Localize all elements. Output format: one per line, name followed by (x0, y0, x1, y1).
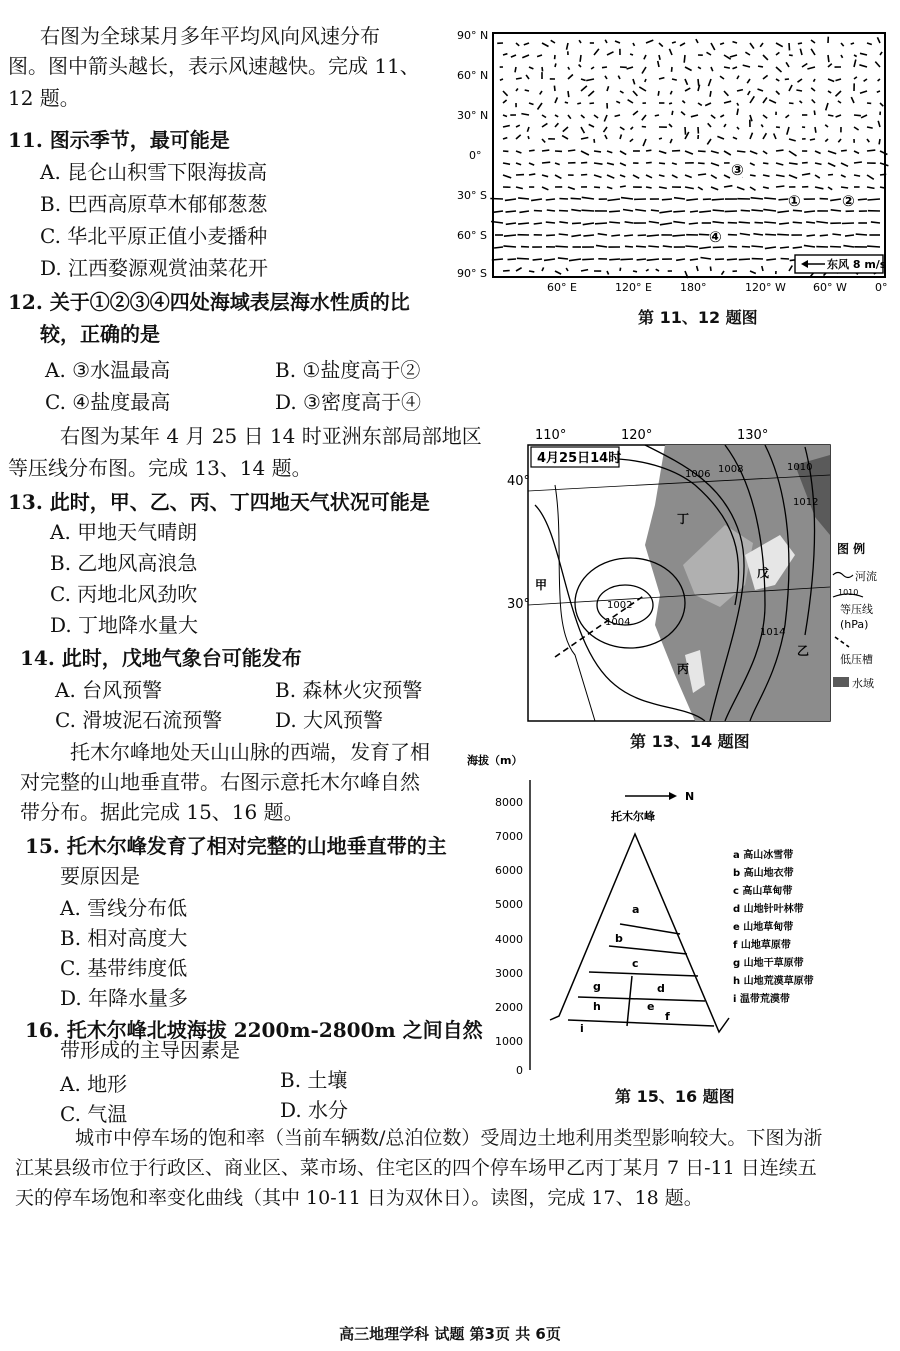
wind-arrow (492, 259, 503, 260)
place-yi: 乙 (797, 644, 810, 658)
svg-text:g: g (593, 980, 601, 993)
lon-label: 120° E (615, 281, 652, 294)
wind-arrow (528, 136, 529, 139)
wind-arrow (698, 79, 699, 86)
svg-text:d 山地针叶林带: d 山地针叶林带 (733, 904, 804, 915)
legend-trough: 低压槽 (840, 653, 873, 666)
wind-arrow (517, 258, 529, 259)
wind-arrow (594, 139, 595, 143)
wind-arrow (546, 199, 555, 200)
wind-arrow (642, 127, 646, 128)
wind-arrow (854, 162, 862, 163)
q12-option-a[interactable]: A. ③水温最高 (45, 358, 171, 382)
wind-arrow (594, 187, 600, 188)
mountain-profile-figure (465, 748, 895, 1078)
wind-arrow (810, 139, 815, 140)
legend-isobar-unit: (hPa) (840, 618, 869, 631)
svg-text:c 高山草甸带: c 高山草甸带 (733, 886, 793, 897)
wind-arrow (755, 222, 764, 223)
wind-map-figure (455, 25, 895, 295)
q13-option-c[interactable]: C. 丙地北风劲吹 (50, 582, 198, 606)
wind-arrow (741, 210, 750, 211)
fig1-caption: 第 11、12 题图 (638, 308, 758, 327)
wind-arrow (609, 259, 620, 260)
svg-text:5000: 5000 (495, 898, 523, 911)
wind-arrow (580, 55, 581, 62)
north-label: N (685, 790, 695, 803)
wind-arrow (583, 235, 594, 236)
wind-arrow (568, 91, 569, 97)
wind-arrow (525, 90, 529, 91)
wind-arrow (867, 150, 875, 151)
svg-text:f 山地草原带: f 山地草原带 (733, 940, 791, 951)
wind-arrow (854, 175, 860, 176)
intro-1-line-3: 12 题。 (8, 86, 80, 110)
wind-arrow (698, 174, 706, 175)
fig3-caption: 第 15、16 题图 (615, 1087, 735, 1106)
wind-arrow (815, 127, 816, 133)
lat-label: 0° (469, 149, 482, 162)
wind-arrow (854, 115, 861, 116)
q15-stem-1: 15. 托木尔峰发育了相对完整的山地垂直带的主 (25, 834, 447, 858)
svg-text:8000: 8000 (495, 796, 523, 809)
wind-arrow (500, 79, 503, 80)
wind-arrow (542, 162, 550, 163)
isobar-label: 1012 (793, 497, 819, 508)
lat-label: 30° N (457, 109, 489, 122)
q11-option-b[interactable]: B. 巴西高原草木郁郁葱葱 (40, 192, 268, 216)
wind-arrow (651, 210, 659, 211)
wind-arrow (515, 67, 516, 72)
intro-3-line-3: 带分布。据此完成 15、16 题。 (20, 800, 304, 824)
q14-option-a[interactable]: A. 台风预警 (55, 678, 163, 702)
wind-arrow (529, 271, 534, 272)
lat-label: 90° S (457, 267, 487, 280)
q16-stem-2: 带形成的主导因素是 (60, 1038, 240, 1062)
wind-arrow (690, 259, 698, 260)
wind-legend: 东风 8 m/s (827, 258, 887, 271)
wind-arrow (684, 55, 685, 63)
legend-isobar: 等压线 (840, 603, 873, 616)
isobar-label: 1010 (787, 462, 813, 473)
intro-2-line-1: 右图为某年 4 月 25 日 14 时亚洲东部局部地区 (60, 424, 482, 448)
svg-text:e: e (647, 1000, 655, 1013)
wind-arrow (620, 186, 626, 187)
wind-arrow (867, 127, 873, 128)
q11-stem: 11. 图示季节，最可能是 (8, 128, 230, 152)
lon-label: 130° (737, 428, 769, 443)
wind-arrow (490, 199, 503, 200)
wind-arrow (698, 151, 706, 152)
intro-4-line-1: 城市中停车场的饱和率（当前车辆数/总泊位数）受周边土地利用类型影响较大。下图为浙 (75, 1127, 823, 1149)
wind-arrow (763, 163, 768, 164)
lon-label: 110° (535, 428, 567, 443)
wind-arrow (793, 222, 802, 223)
svg-text:f: f (665, 1010, 670, 1023)
wind-arrow (529, 150, 535, 151)
wind-arrow (793, 247, 802, 248)
fig2-caption: 第 13、14 题图 (630, 732, 750, 751)
isobar-label: 1014 (760, 627, 786, 638)
wind-arrow (582, 210, 595, 211)
wind-arrow (663, 246, 672, 247)
wind-arrow (645, 79, 646, 82)
wind-arrow (646, 150, 651, 151)
wind-arrow (856, 234, 867, 235)
wind-arrow (559, 199, 568, 200)
q15-stem-2: 要原因是 (60, 864, 140, 888)
q11-option-a[interactable]: A. 昆仑山积雪下限海拔高 (40, 160, 268, 184)
legend-isobar-sample: 1010 (838, 588, 859, 597)
q14-option-b[interactable]: B. 森林火灾预警 (275, 678, 423, 702)
intro-4-line-3: 天的停车场饱和率变化曲线（其中 10-11 日为双休日）。读图，完成 17、18 题。 (15, 1187, 703, 1209)
q14-option-c[interactable]: C. 滑坡泥石流预警 (55, 708, 223, 732)
wind-arrow (582, 259, 594, 260)
q15-option-b[interactable]: B. 相对高度大 (60, 926, 188, 950)
wind-arrow (776, 150, 784, 151)
wind-arrow (814, 111, 815, 116)
wind-arrow (648, 246, 659, 247)
wind-arrow (845, 235, 854, 236)
wind-arrow (796, 90, 802, 91)
wind-arrow (672, 42, 676, 43)
wind-arrow (698, 163, 705, 164)
wind-arrow (542, 67, 543, 71)
isobar-label: 1002 (607, 600, 633, 611)
wind-arrow (879, 139, 880, 144)
wind-arrow (828, 115, 833, 116)
lon-label: 60° W (813, 281, 847, 294)
wind-arrow (871, 222, 880, 223)
wind-arrow (830, 247, 841, 248)
wind-arrow (789, 55, 793, 56)
wind-arrow (638, 235, 646, 236)
wind-arrow (494, 247, 503, 248)
wind-arrow (546, 235, 555, 236)
place-wu: 戊 (757, 566, 770, 580)
wind-arrow (508, 259, 517, 260)
wind-arrow (728, 246, 737, 247)
intro-2-line-2: 等压线分布图。完成 13、14 题。 (8, 456, 312, 480)
wind-arrow (518, 198, 529, 199)
place-bing: 丙 (677, 662, 690, 676)
svg-text:h: h (593, 1000, 601, 1013)
isobar-label: 1006 (685, 469, 711, 480)
svg-text:i 温带荒漠带: i 温带荒漠带 (733, 994, 790, 1005)
place-ding: 丁 (677, 512, 690, 526)
q13-option-d[interactable]: D. 丁地降水量大 (50, 613, 199, 637)
wind-arrow (542, 150, 549, 151)
wind-arrow (516, 78, 522, 79)
lat-label: 30° (507, 597, 531, 612)
q14-stem: 14. 此时，戊地气象台可能发布 (20, 646, 302, 670)
peak-label: 托木尔峰 (611, 810, 655, 823)
q16-option-d[interactable]: D. 水分 (280, 1098, 349, 1122)
q13-stem: 13. 此时，甲、乙、丙、丁四地天气状况可能是 (8, 490, 430, 514)
wind-arrow (764, 198, 776, 199)
wind-arrow (779, 223, 789, 224)
wind-arrow (646, 187, 652, 188)
wind-arrow (776, 186, 784, 187)
q13-option-a[interactable]: A. 甲地天气晴朗 (50, 520, 198, 544)
wind-arrow (658, 91, 659, 96)
q15-option-a[interactable]: A. 雪线分布低 (60, 896, 188, 920)
wind-arrow (725, 211, 737, 212)
q16-option-c[interactable]: C. 气温 (60, 1102, 128, 1126)
wind-arrow (672, 79, 677, 80)
marker-3: ③ (731, 161, 744, 179)
wind-arrow (789, 103, 794, 104)
wind-arrow (602, 67, 607, 68)
legend-title: 图 例 (837, 542, 866, 556)
wind-arrow (807, 235, 816, 236)
wind-arrow (841, 150, 847, 151)
svg-text:h 山地荒漠草原带: h 山地荒漠草原带 (733, 976, 814, 987)
q16-option-b[interactable]: B. 土壤 (280, 1068, 348, 1092)
wind-arrow (758, 66, 763, 67)
wind-arrow (529, 174, 535, 175)
wind-arrow (595, 223, 607, 224)
legend-water: 水域 (852, 677, 874, 690)
svg-text:c: c (632, 957, 639, 970)
wind-arrow (659, 55, 660, 60)
q12-option-c[interactable]: C. ④盐度最高 (45, 390, 171, 414)
wind-arrow (689, 223, 698, 224)
wind-arrow (828, 55, 829, 62)
marker-1: ① (788, 192, 801, 210)
wind-arrow (877, 91, 880, 92)
svg-text:7000: 7000 (495, 830, 523, 843)
wind-arrow (577, 103, 581, 104)
intro-4-line-2: 江某县级市位于行政区、商业区、菜市场、住宅区的四个停车场甲乙丙丁某月 7 日-11 日连续五 (15, 1157, 817, 1179)
svg-text:a: a (632, 903, 640, 916)
isobar-label: 1004 (605, 617, 631, 628)
intro-3-line-1: 托木尔峰地处天山山脉的西端，发育了相 (70, 740, 430, 764)
wind-arrow (669, 103, 672, 104)
intro-1-line-2: 图。图中箭头越长，表示风速越快。完成 11、 (8, 54, 420, 78)
q12-stem-1: 12. 关于①②③④四处海域表层海水性质的比 (8, 290, 410, 314)
q15-option-d[interactable]: D. 年降水量多 (60, 986, 189, 1010)
wind-arrow (659, 163, 665, 164)
wind-arrow (518, 223, 529, 224)
svg-text:b: b (615, 932, 623, 945)
wind-arrow (662, 199, 672, 200)
wind-arrow (503, 246, 516, 247)
wind-arrow (559, 211, 568, 212)
svg-text:b 高山地衣带: b 高山地衣带 (733, 868, 794, 879)
q11-option-d[interactable]: D. 江西婺源观赏油菜花开 (40, 256, 269, 280)
wind-arrow (713, 247, 724, 248)
wind-arrow (672, 67, 673, 72)
wind-arrow (558, 258, 568, 259)
wind-arrow (806, 222, 815, 223)
wind-arrow (713, 210, 724, 211)
marker-2: ② (842, 192, 855, 210)
wind-arrow (690, 211, 698, 212)
wind-arrow (625, 246, 633, 247)
lon-label: 60° E (547, 281, 577, 294)
wind-arrow (611, 235, 620, 236)
page-footer: 高三地理学科 试题 第3页 共 6页 (339, 1325, 561, 1343)
wind-arrow (685, 127, 686, 135)
wind-arrow (565, 102, 568, 103)
wind-arrow (841, 187, 848, 188)
wind-arrow (742, 247, 750, 248)
wind-arrow (554, 86, 555, 91)
wind-arrow (503, 271, 510, 272)
wind-arrow (780, 247, 789, 248)
svg-text:a 高山冰雪带: a 高山冰雪带 (733, 850, 794, 861)
wind-arrow (793, 210, 802, 211)
wind-arrow (534, 223, 542, 224)
wind-arrow (673, 211, 685, 212)
wind-arrow (555, 63, 556, 67)
isobar-map-figure (495, 425, 900, 725)
marker-4: ④ (709, 228, 722, 246)
wind-arrow (571, 198, 581, 199)
wind-arrow (737, 151, 745, 152)
isobar-label: 1008 (718, 464, 744, 475)
wind-arrow (867, 246, 880, 247)
wind-arrow (710, 267, 711, 272)
wind-arrow (590, 103, 595, 104)
wind-arrow (820, 235, 828, 236)
svg-text:1000: 1000 (495, 1035, 523, 1048)
svg-text:3000: 3000 (495, 967, 523, 980)
svg-text:0: 0 (516, 1064, 523, 1077)
lat-label: 40° (507, 474, 531, 489)
wind-arrow (594, 151, 601, 152)
wind-arrow (685, 246, 698, 247)
q12-stem-2: 较，正确的是 (40, 322, 160, 346)
wind-arrow (712, 199, 724, 200)
wind-arrow (828, 175, 833, 176)
intro-3-line-2: 对完整的山地垂直带。右图示意托木尔峰自然 (20, 770, 420, 794)
lat-label: 60° N (457, 69, 489, 82)
place-jia: 甲 (535, 578, 548, 592)
q11-option-c[interactable]: C. 华北平原正值小麦播种 (40, 224, 268, 248)
svg-text:6000: 6000 (495, 864, 523, 877)
lon-label: 120° (621, 428, 653, 443)
wind-arrow (710, 91, 711, 97)
y-axis-label: 海拔（m） (467, 754, 523, 767)
wind-arrow (832, 234, 841, 235)
wind-arrow (751, 210, 763, 211)
q16-option-a[interactable]: A. 地形 (60, 1072, 128, 1096)
wind-arrow (624, 235, 633, 236)
lat-label: 90° N (457, 29, 489, 42)
wind-arrow (637, 259, 646, 260)
intro-1-line-1: 右图为全球某月多年平均风向风速分布 (40, 24, 380, 48)
wind-arrow (620, 268, 621, 271)
legend-river: 河流 (855, 570, 877, 583)
wind-arrow (672, 235, 685, 236)
wind-arrow (798, 43, 802, 44)
wind-arrow (750, 175, 756, 176)
wind-arrow (659, 138, 662, 139)
wind-arrow (555, 246, 568, 247)
wind-arrow (533, 259, 542, 260)
wind-arrow (630, 54, 633, 55)
q12-option-d[interactable]: D. ③密度高于④ (275, 390, 421, 414)
wind-arrow (568, 150, 575, 151)
wind-arrow (633, 271, 637, 272)
wind-arrow (609, 222, 620, 223)
wind-arrow (880, 174, 886, 175)
wind-arrow (620, 259, 633, 260)
lat-label: 30° S (457, 189, 487, 202)
wind-arrow (766, 259, 776, 260)
wind-arrow (777, 234, 789, 235)
svg-text:g 山地干草原带: g 山地干草原带 (733, 958, 804, 969)
svg-text:4000: 4000 (495, 933, 523, 946)
svg-text:i: i (580, 1022, 584, 1035)
wind-arrow (672, 111, 673, 115)
lat-label: 60° S (457, 229, 487, 242)
wind-arrow (764, 222, 776, 223)
wind-arrow (851, 43, 854, 44)
wind-arrow (581, 175, 587, 176)
wind-arrow (789, 43, 790, 50)
wind-arrow (572, 223, 581, 224)
svg-text:d: d (657, 982, 665, 995)
svg-text:2000: 2000 (495, 1001, 523, 1014)
wind-arrow (581, 162, 587, 163)
wind-arrow (559, 234, 568, 235)
wind-arrow (868, 199, 881, 200)
wind-arrow (506, 211, 517, 212)
wind-arrow (739, 259, 750, 260)
wind-arrow (724, 67, 730, 68)
lon-label: 180° (680, 281, 707, 294)
wind-arrow (646, 162, 652, 163)
wind-arrow (609, 211, 620, 212)
q12-option-b[interactable]: B. ①盐度高于② (275, 358, 421, 382)
wind-arrow (546, 222, 555, 223)
lon-label: 120° W (745, 281, 786, 294)
wind-arrow (739, 222, 750, 223)
wind-arrow (655, 115, 659, 116)
q14-option-d[interactable]: D. 大风预警 (275, 708, 384, 732)
wind-arrow (727, 259, 737, 260)
lon-label: 0° (875, 281, 888, 294)
wind-arrow (751, 246, 763, 247)
q15-option-c[interactable]: C. 基带纬度低 (60, 956, 188, 980)
q16-stem-1: 16. 托木尔峰北坡海拔 2200m-2800m 之间自然 (25, 1018, 483, 1042)
svg-text:e 山地草甸带: e 山地草甸带 (733, 922, 794, 933)
q13-option-b[interactable]: B. 乙地风高浪急 (50, 551, 198, 575)
wind-arrow (765, 234, 776, 235)
wind-arrow (781, 259, 789, 260)
wind-arrow (534, 211, 542, 212)
wind-arrow (842, 223, 854, 224)
wind-arrow (547, 210, 555, 211)
map-date: 4月25日14时 (537, 451, 622, 466)
wind-arrow (636, 246, 646, 247)
